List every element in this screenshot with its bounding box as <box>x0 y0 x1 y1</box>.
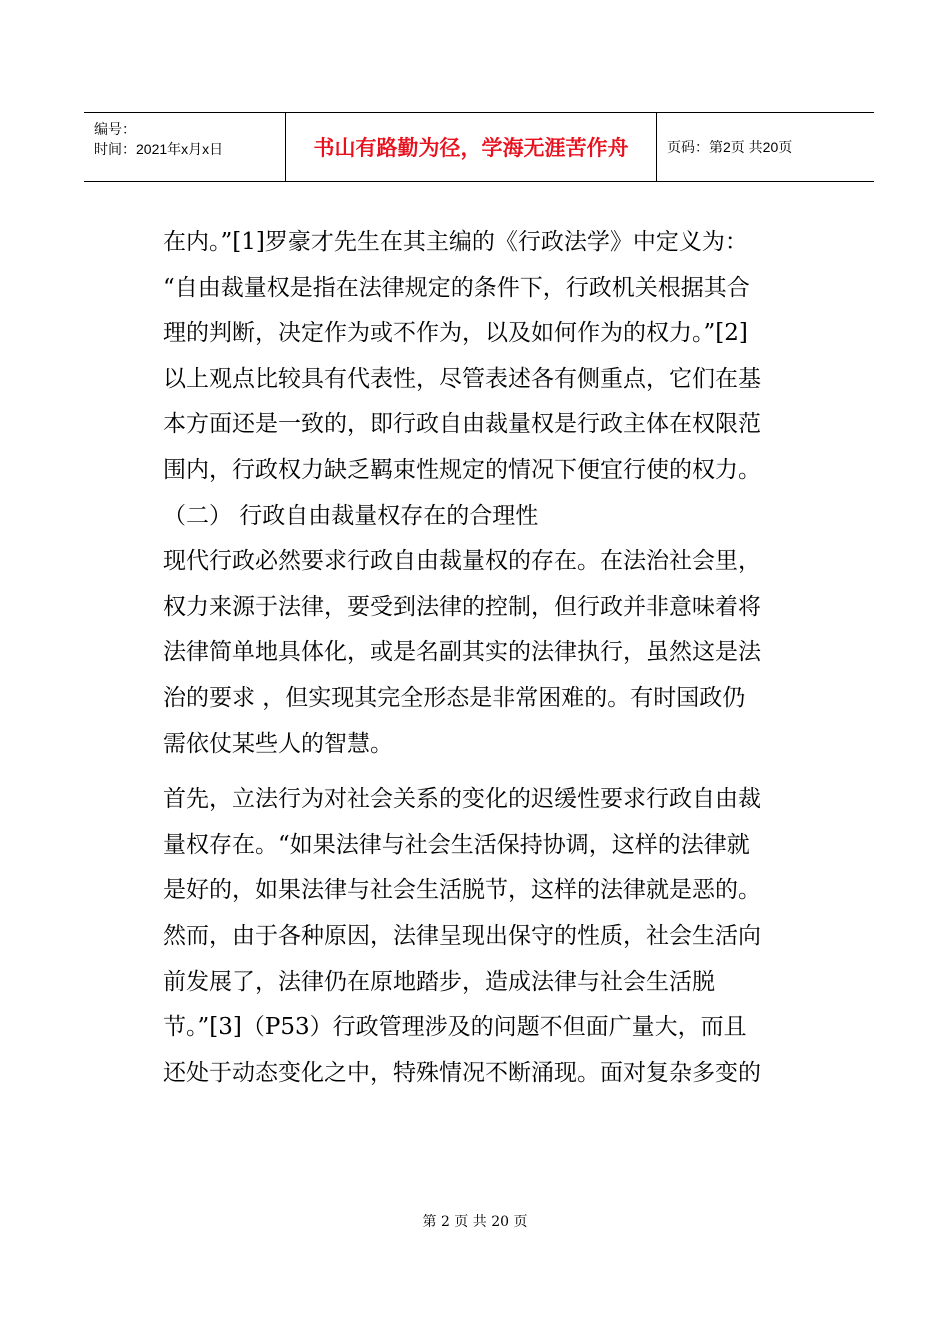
body-line: 权力来源于法律，要受到法律的控制，但行政并非意味着将 <box>163 593 761 620</box>
body-line: 法律简单地具体化，或是名副其实的法律执行，虽然这是法 <box>163 639 761 666</box>
body-line: 然而，由于各种原因，法律呈现出保守的性质，社会生活向 <box>163 922 761 949</box>
body-line: 还处于动态变化之中，特殊情况不断涌现。面对复杂多变的 <box>163 1059 761 1086</box>
body-line: 围内，行政权力缺乏羁束性规定的情况下便宜行使的权力。 <box>163 456 761 483</box>
body-line: 量权存在。“如果法律与社会生活保持协调，这样的法律就 <box>163 831 750 858</box>
body-line: 首先，立法行为对社会关系的变化的迟缓性要求行政自由裁 <box>163 786 761 813</box>
body-line: 理的判断，决定作为或不作为，以及如何作为的权力。”[2] <box>163 320 748 347</box>
header-page-label: 页码：第2页 共20页 <box>667 139 793 155</box>
section-heading: （二） 行政自由裁量权存在的合理性 <box>163 502 539 529</box>
page-header <box>84 112 874 182</box>
body-line: 需依仗某些人的智慧。 <box>163 730 393 757</box>
body-line: 前发展了，法律仍在原地踏步，造成法律与社会生活脱 <box>163 968 715 995</box>
document-body <box>163 220 813 1096</box>
body-line: 本方面还是一致的，即行政自由裁量权是行政主体在权限范 <box>163 411 761 438</box>
document-number-label: 编号： <box>94 121 136 137</box>
header-motto: 书山有路勤为径，学海无涯苦作舟 <box>285 113 657 181</box>
body-line: 治的要求 ，但实现其完全形态是非常困难的。有时国政仍 <box>163 684 746 711</box>
body-line: 是好的，如果法律与社会生活脱节，这样的法律就是恶的。 <box>163 877 761 904</box>
header-meta <box>84 113 285 181</box>
body-line: 在内。”[1]罗豪才先生在其主编的《行政法学》中定义为： <box>163 229 748 255</box>
document-time-label: 时间：2021年x月x日 <box>94 141 224 157</box>
body-line: “自由裁量权是指在法律规定的条件下，行政机关根据其合 <box>163 274 750 301</box>
page-footer: 第 2 页 共 20 页 <box>422 1214 528 1230</box>
body-line: 节。”[3]（P53）行政管理涉及的问题不但面广量大，而且 <box>163 1014 747 1041</box>
body-line: 现代行政必然要求行政自由裁量权的存在。在法治社会里， <box>163 548 761 575</box>
body-line: 以上观点比较具有代表性，尽管表述各有侧重点，它们在基 <box>163 365 761 392</box>
